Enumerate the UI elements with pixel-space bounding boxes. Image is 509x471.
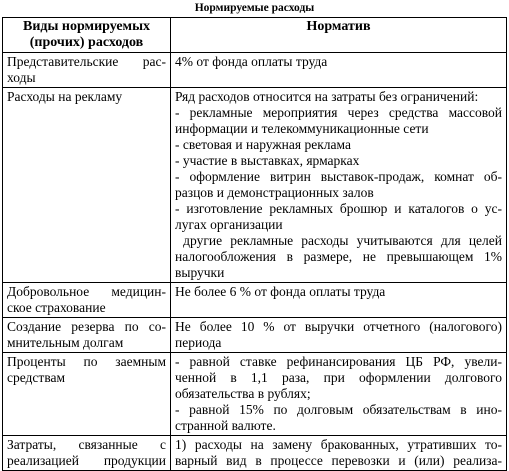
norm-cell — [171, 318, 507, 353]
norm-line: лугах организации — [175, 217, 283, 232]
norm-cell — [171, 88, 507, 283]
expense-type-cell — [3, 436, 171, 471]
norm-line: Не более 6 % от фонда оплаты труда — [175, 284, 386, 299]
table-row — [3, 436, 507, 471]
expense-type-line: средствам — [7, 370, 66, 385]
expense-type-line: реализацией продукции — [7, 453, 166, 468]
norm-line: Не более 10 % от выручки отчетного (налогового) — [175, 319, 502, 334]
norm-cell — [171, 53, 507, 88]
norm-line: - изготовление рекламных брошюр и каталогов о ус- — [175, 201, 502, 216]
norm-line: ченной в 1,1 раза, при оформлении долгового — [175, 370, 502, 385]
expense-type-cell — [3, 88, 171, 283]
expense-type-cell — [3, 318, 171, 353]
expense-type-line: мнительным долгам — [7, 335, 124, 350]
norm-cell — [171, 353, 507, 436]
norm-line: варный вид в процессе перевозки и (или) реализа- — [175, 453, 502, 468]
expense-type-line: ское страхование — [7, 300, 106, 315]
norm-line: периода — [175, 335, 222, 350]
norms-table — [2, 17, 507, 471]
table-row — [3, 283, 507, 318]
norm-line: - оформление витрин выставок-продаж, комнат об- — [175, 169, 502, 184]
expense-type-line: Затраты, связанные с — [7, 437, 166, 452]
header-norm — [171, 18, 507, 53]
expense-type-line: ходы — [7, 70, 36, 85]
expense-type-cell — [3, 283, 171, 318]
expense-type-line: Проценты по заемным — [7, 354, 166, 369]
expense-type-line: Добровольное медицин- — [7, 284, 166, 299]
norm-line: - равной ставке рефинансирования ЦБ РФ, увели- — [175, 354, 502, 369]
norm-line: другие рекламные расходы учитываются для целей — [175, 233, 502, 248]
header-expense-type — [3, 18, 171, 53]
norm-line: выручки — [175, 265, 225, 280]
norm-line: - рекламные мероприятия через средства массовой — [175, 105, 502, 120]
header-norm-label: Норматив — [306, 19, 371, 34]
norm-line: 1) расходы на замену бракованных, утративших то- — [175, 437, 502, 452]
norm-cell — [171, 283, 507, 318]
norm-line: - участие в выставках, ярмарках — [175, 153, 360, 168]
table-row — [3, 88, 507, 283]
norm-line: налогообложения в размере, не превышающем 1% — [175, 249, 502, 264]
header-expense-type-line-1: Виды нормируемых — [22, 19, 150, 34]
expense-type-cell — [3, 353, 171, 436]
document-title: Нормируемые расходы — [194, 2, 315, 14]
table-row — [3, 353, 507, 436]
norm-cell — [171, 436, 507, 471]
header-expense-type-line-2: (прочих) расходов — [29, 35, 144, 50]
expense-type-cell — [3, 53, 171, 88]
norm-line: - световая и наружная реклама — [175, 137, 351, 152]
table-row — [3, 53, 507, 88]
table-row — [3, 318, 507, 353]
norm-line: 4% от фонда оплаты труда — [175, 54, 328, 69]
norm-line: странной валюте. — [175, 418, 276, 433]
expense-type-line: Расходы на рекламу — [7, 89, 123, 104]
norm-line: разцов и демонстрационных залов — [175, 185, 374, 200]
norm-line: обязательства в рублях; — [175, 386, 311, 401]
expense-type-line: Представительские рас- — [7, 54, 166, 69]
norm-line: информации и телекоммуникационные сети — [175, 121, 429, 136]
expense-type-line: Создание резерва по со- — [7, 319, 166, 334]
norm-line: Ряд расходов относится на затраты без ограничений: — [175, 89, 479, 104]
norm-line: - равной 15% по долговым обязательствам в ино- — [175, 402, 502, 417]
table-header-row — [3, 18, 507, 53]
